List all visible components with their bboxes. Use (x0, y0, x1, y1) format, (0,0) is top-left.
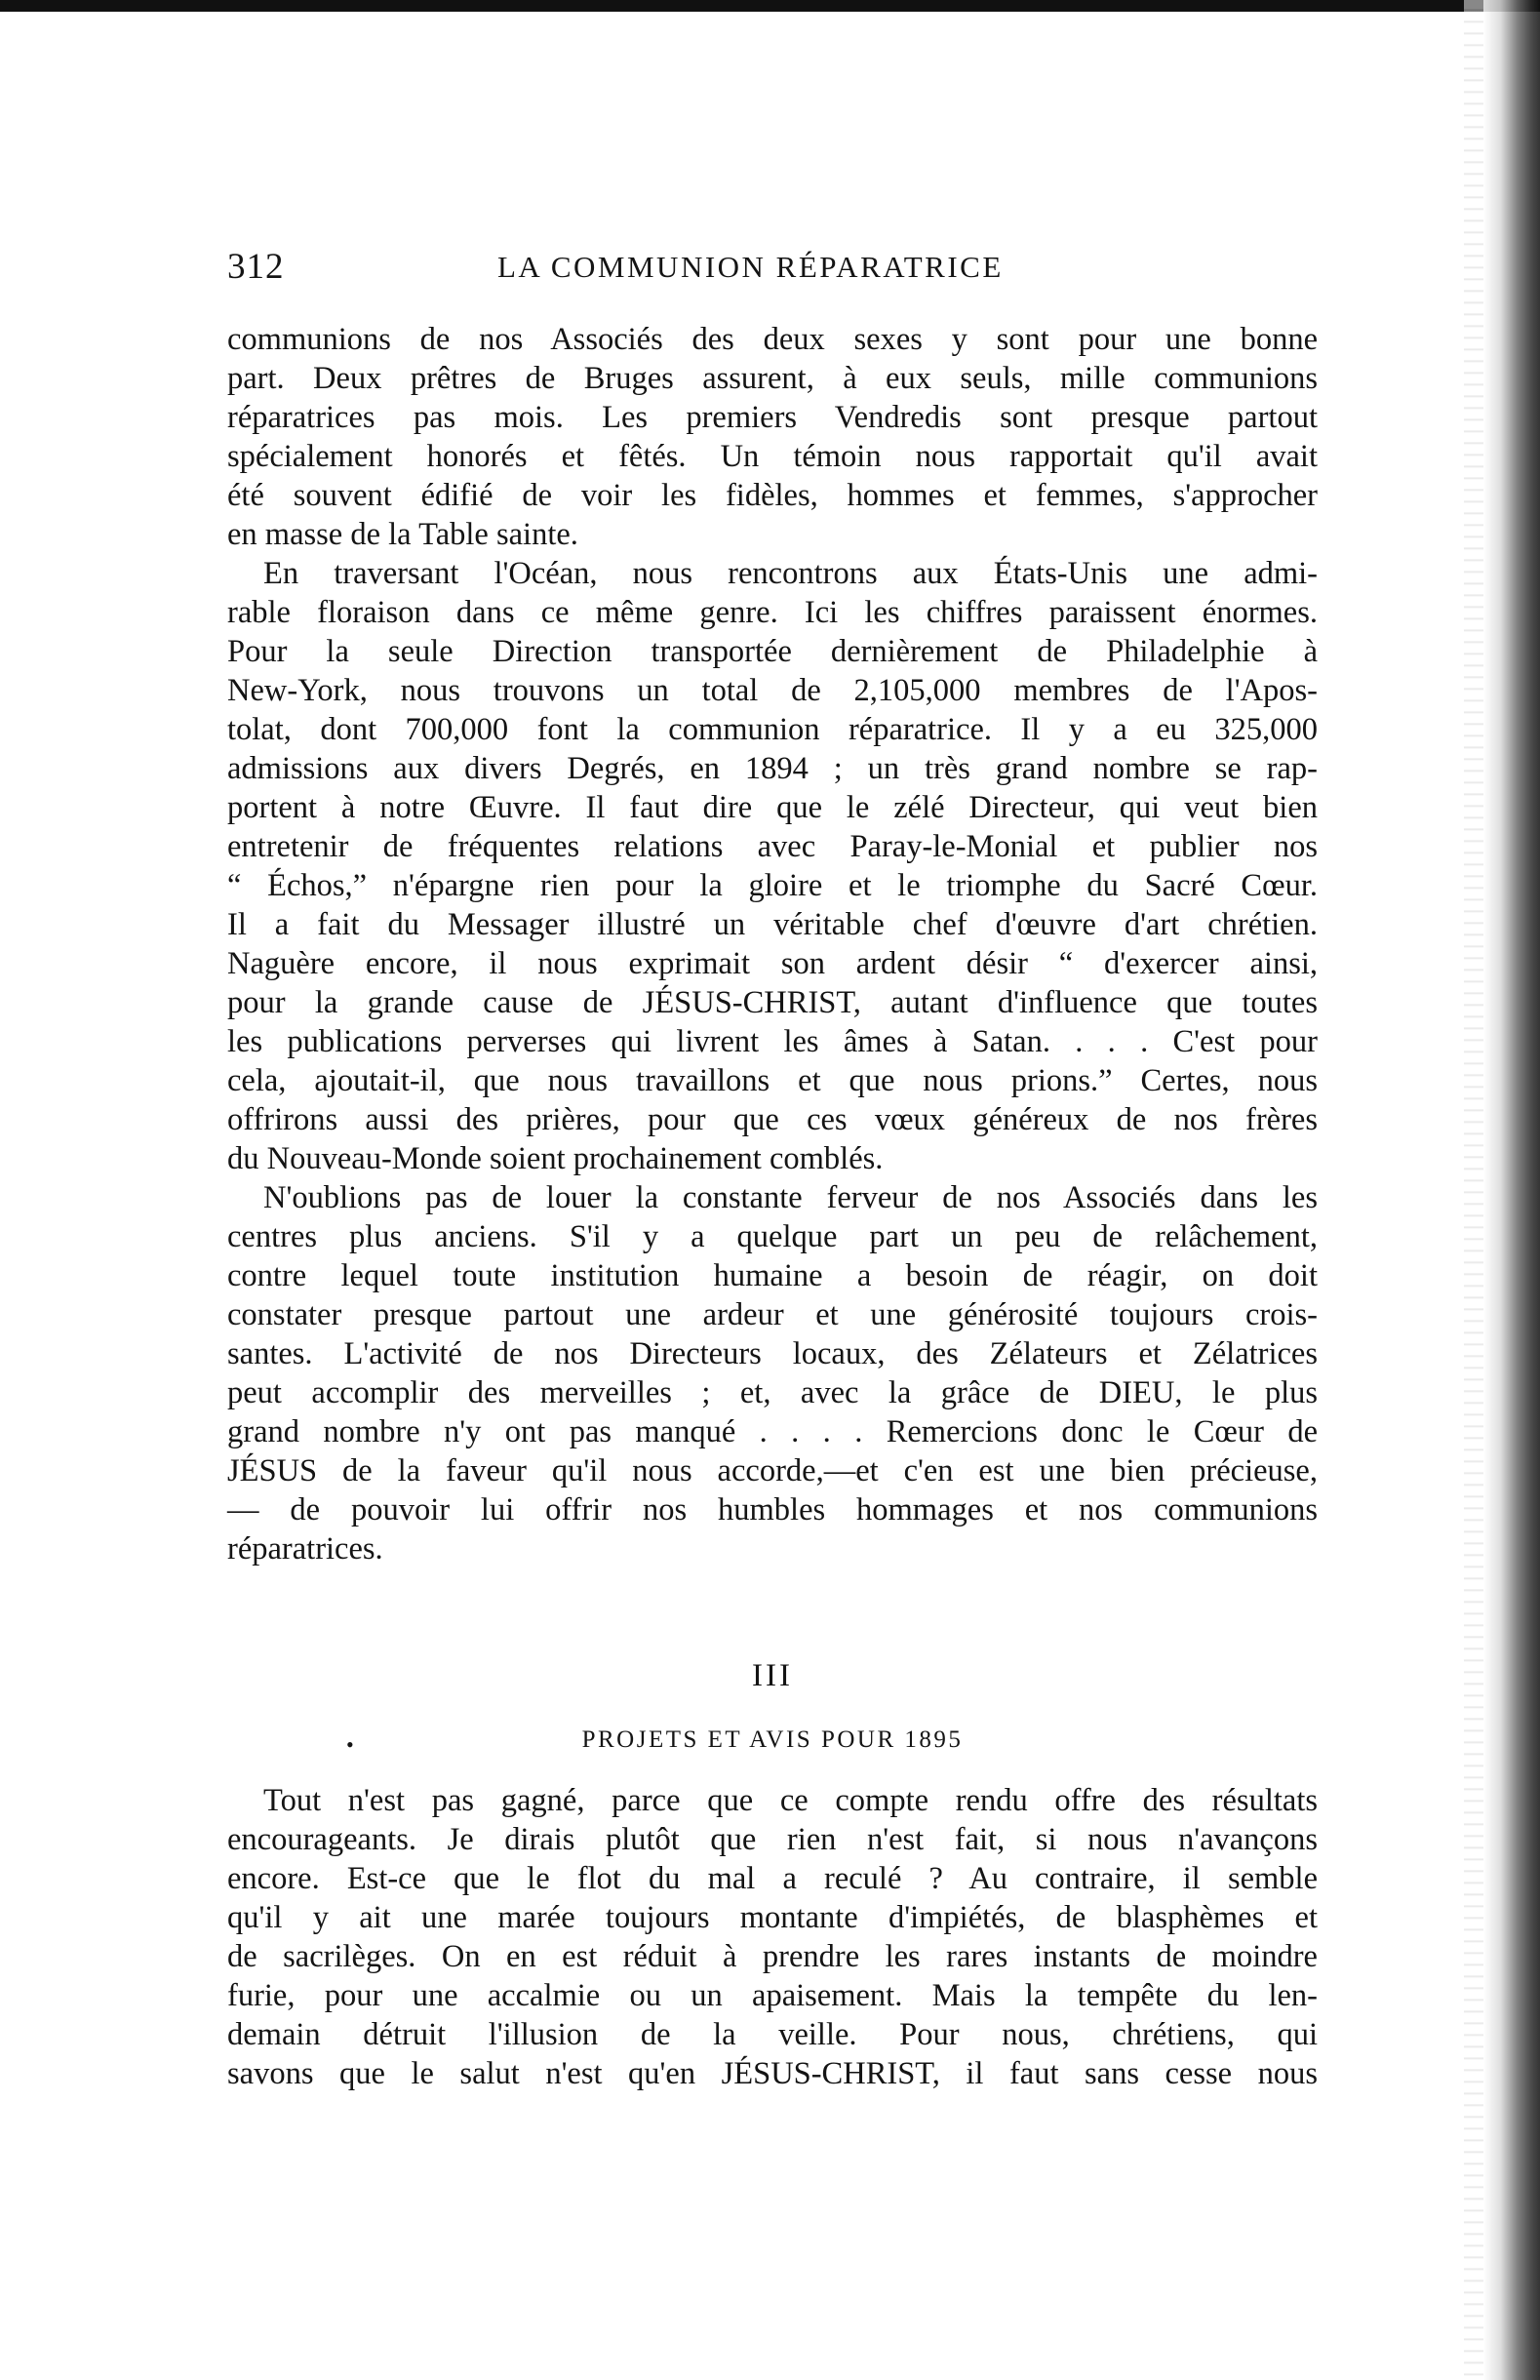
text-line: été souvent édifié de voir les fidèles, hommes et femmes, s'approcher (227, 478, 1318, 513)
scan-top-border (0, 0, 1540, 12)
text-line: centres plus anciens. S'il y a quelque part un peu de relâchement, (227, 1219, 1318, 1254)
text-line: admissions aux divers Degrés, en 1894 ; un très grand nombre se rap- (227, 751, 1318, 786)
page-number: 312 (227, 247, 285, 287)
section-title: PROJETS ET AVIS POUR 1895 (581, 1726, 964, 1753)
text-line: spécialement honorés et fêtés. Un témoin nous rapportait qu'il avait (227, 439, 1318, 474)
running-header (227, 246, 1320, 295)
text-line: savons que le salut n'est qu'en JÉSUS-CHRIST, il faut sans cesse nous (227, 2056, 1318, 2091)
bullet-mark: • (346, 1732, 354, 1757)
text-line: tolat, dont 700,000 font la communion réparatrice. Il y a eu 325,000 (227, 712, 1318, 747)
running-title: LA COMMUNION RÉPARATRICE (497, 250, 1004, 284)
text-line: Pour la seule Direction transportée dernièrement de Philadelphie à (227, 634, 1318, 669)
text-line: contre lequel toute institution humaine a besoin de réagir, on doit (227, 1258, 1318, 1293)
text-line: du Nouveau-Monde soient prochainement comblés. (227, 1141, 884, 1176)
text-line: demain détruit l'illusion de la veille. Pour nous, chrétiens, qui (227, 2017, 1318, 2052)
text-line: — de pouvoir lui offrir nos humbles hommages et nos communions (227, 1492, 1318, 1527)
text-line: de sacrilèges. On en est réduit à prendre les rares instants de moindre (227, 1939, 1318, 1974)
text-line: peut accomplir des merveilles ; et, avec la grâce de DIEU, le plus (227, 1375, 1318, 1410)
text-line: furie, pour une accalmie ou un apaisement. Mais la tempête du len- (227, 1978, 1318, 2013)
text-line: cela, ajoutait-il, que nous travaillons et que nous prions.” Certes, nous (227, 1063, 1318, 1098)
scan-edge-speckle (1464, 0, 1483, 2380)
text-line: communions de nos Associés des deux sexes y sont pour une bonne (227, 322, 1318, 357)
text-line: entretenir de fréquentes relations avec Paray-le-Monial et publier nos (227, 829, 1318, 864)
text-line: encourageants. Je dirais plutôt que rien n'est fait, si nous n'avançons (227, 1822, 1318, 1857)
text-line: Il a fait du Messager illustré un véritable chef d'œuvre d'art chrétien. (227, 907, 1318, 942)
text-line: “ Échos,” n'épargne rien pour la gloire et le triomphe du Sacré Cœur. (227, 868, 1318, 903)
text-line: en masse de la Table sainte. (227, 517, 578, 552)
section-number: III (752, 1658, 793, 1693)
text-line: constater presque partout une ardeur et une générosité toujours crois- (227, 1297, 1318, 1332)
text-line: santes. L'activité de nos Directeurs locaux, des Zélateurs et Zélatrices (227, 1336, 1318, 1371)
text-line: part. Deux prêtres de Bruges assurent, à eux seuls, mille communions (227, 361, 1318, 396)
text-line: offrirons aussi des prières, pour que ces vœux généreux de nos frères (227, 1102, 1318, 1137)
text-line: Tout n'est pas gagné, parce que ce compte rendu offre des résultats (263, 1783, 1318, 1818)
text-line: New-York, nous trouvons un total de 2,105,000 membres de l'Apos- (227, 673, 1318, 708)
text-line: réparatrices pas mois. Les premiers Vendredis sont presque partout (227, 400, 1318, 435)
text-line: encore. Est-ce que le flot du mal a reculé ? Au contraire, il semble (227, 1861, 1318, 1896)
text-line: qu'il y ait une marée toujours montante d'impiétés, de blasphèmes et (227, 1900, 1318, 1935)
body-text-part2 (227, 1781, 1318, 2093)
text-line: N'oublions pas de louer la constante ferveur de nos Associés dans les (263, 1180, 1318, 1215)
scan-right-edge (1483, 0, 1540, 2380)
text-line: les publications perverses qui livrent les âmes à Satan. . . . C'est pour (227, 1024, 1318, 1059)
text-line: rable floraison dans ce même genre. Ici les chiffres paraissent énormes. (227, 595, 1318, 630)
text-line: pour la grande cause de JÉSUS-CHRIST, autant d'influence que toutes (227, 985, 1318, 1020)
text-line: grand nombre n'y ont pas manqué . . . . Remercions donc le Cœur de (227, 1414, 1318, 1449)
text-line: Naguère encore, il nous exprimait son ardent désir “ d'exercer ainsi, (227, 946, 1318, 981)
body-text-part1 (227, 320, 1318, 1568)
text-line: portent à notre Œuvre. Il faut dire que le zélé Directeur, qui veut bien (227, 790, 1318, 825)
text-line: En traversant l'Océan, nous rencontrons aux États-Unis une admi- (263, 556, 1318, 591)
text-line: réparatrices. (227, 1531, 383, 1567)
text-line: JÉSUS de la faveur qu'il nous accorde,—et c'en est une bien précieuse, (227, 1453, 1318, 1488)
